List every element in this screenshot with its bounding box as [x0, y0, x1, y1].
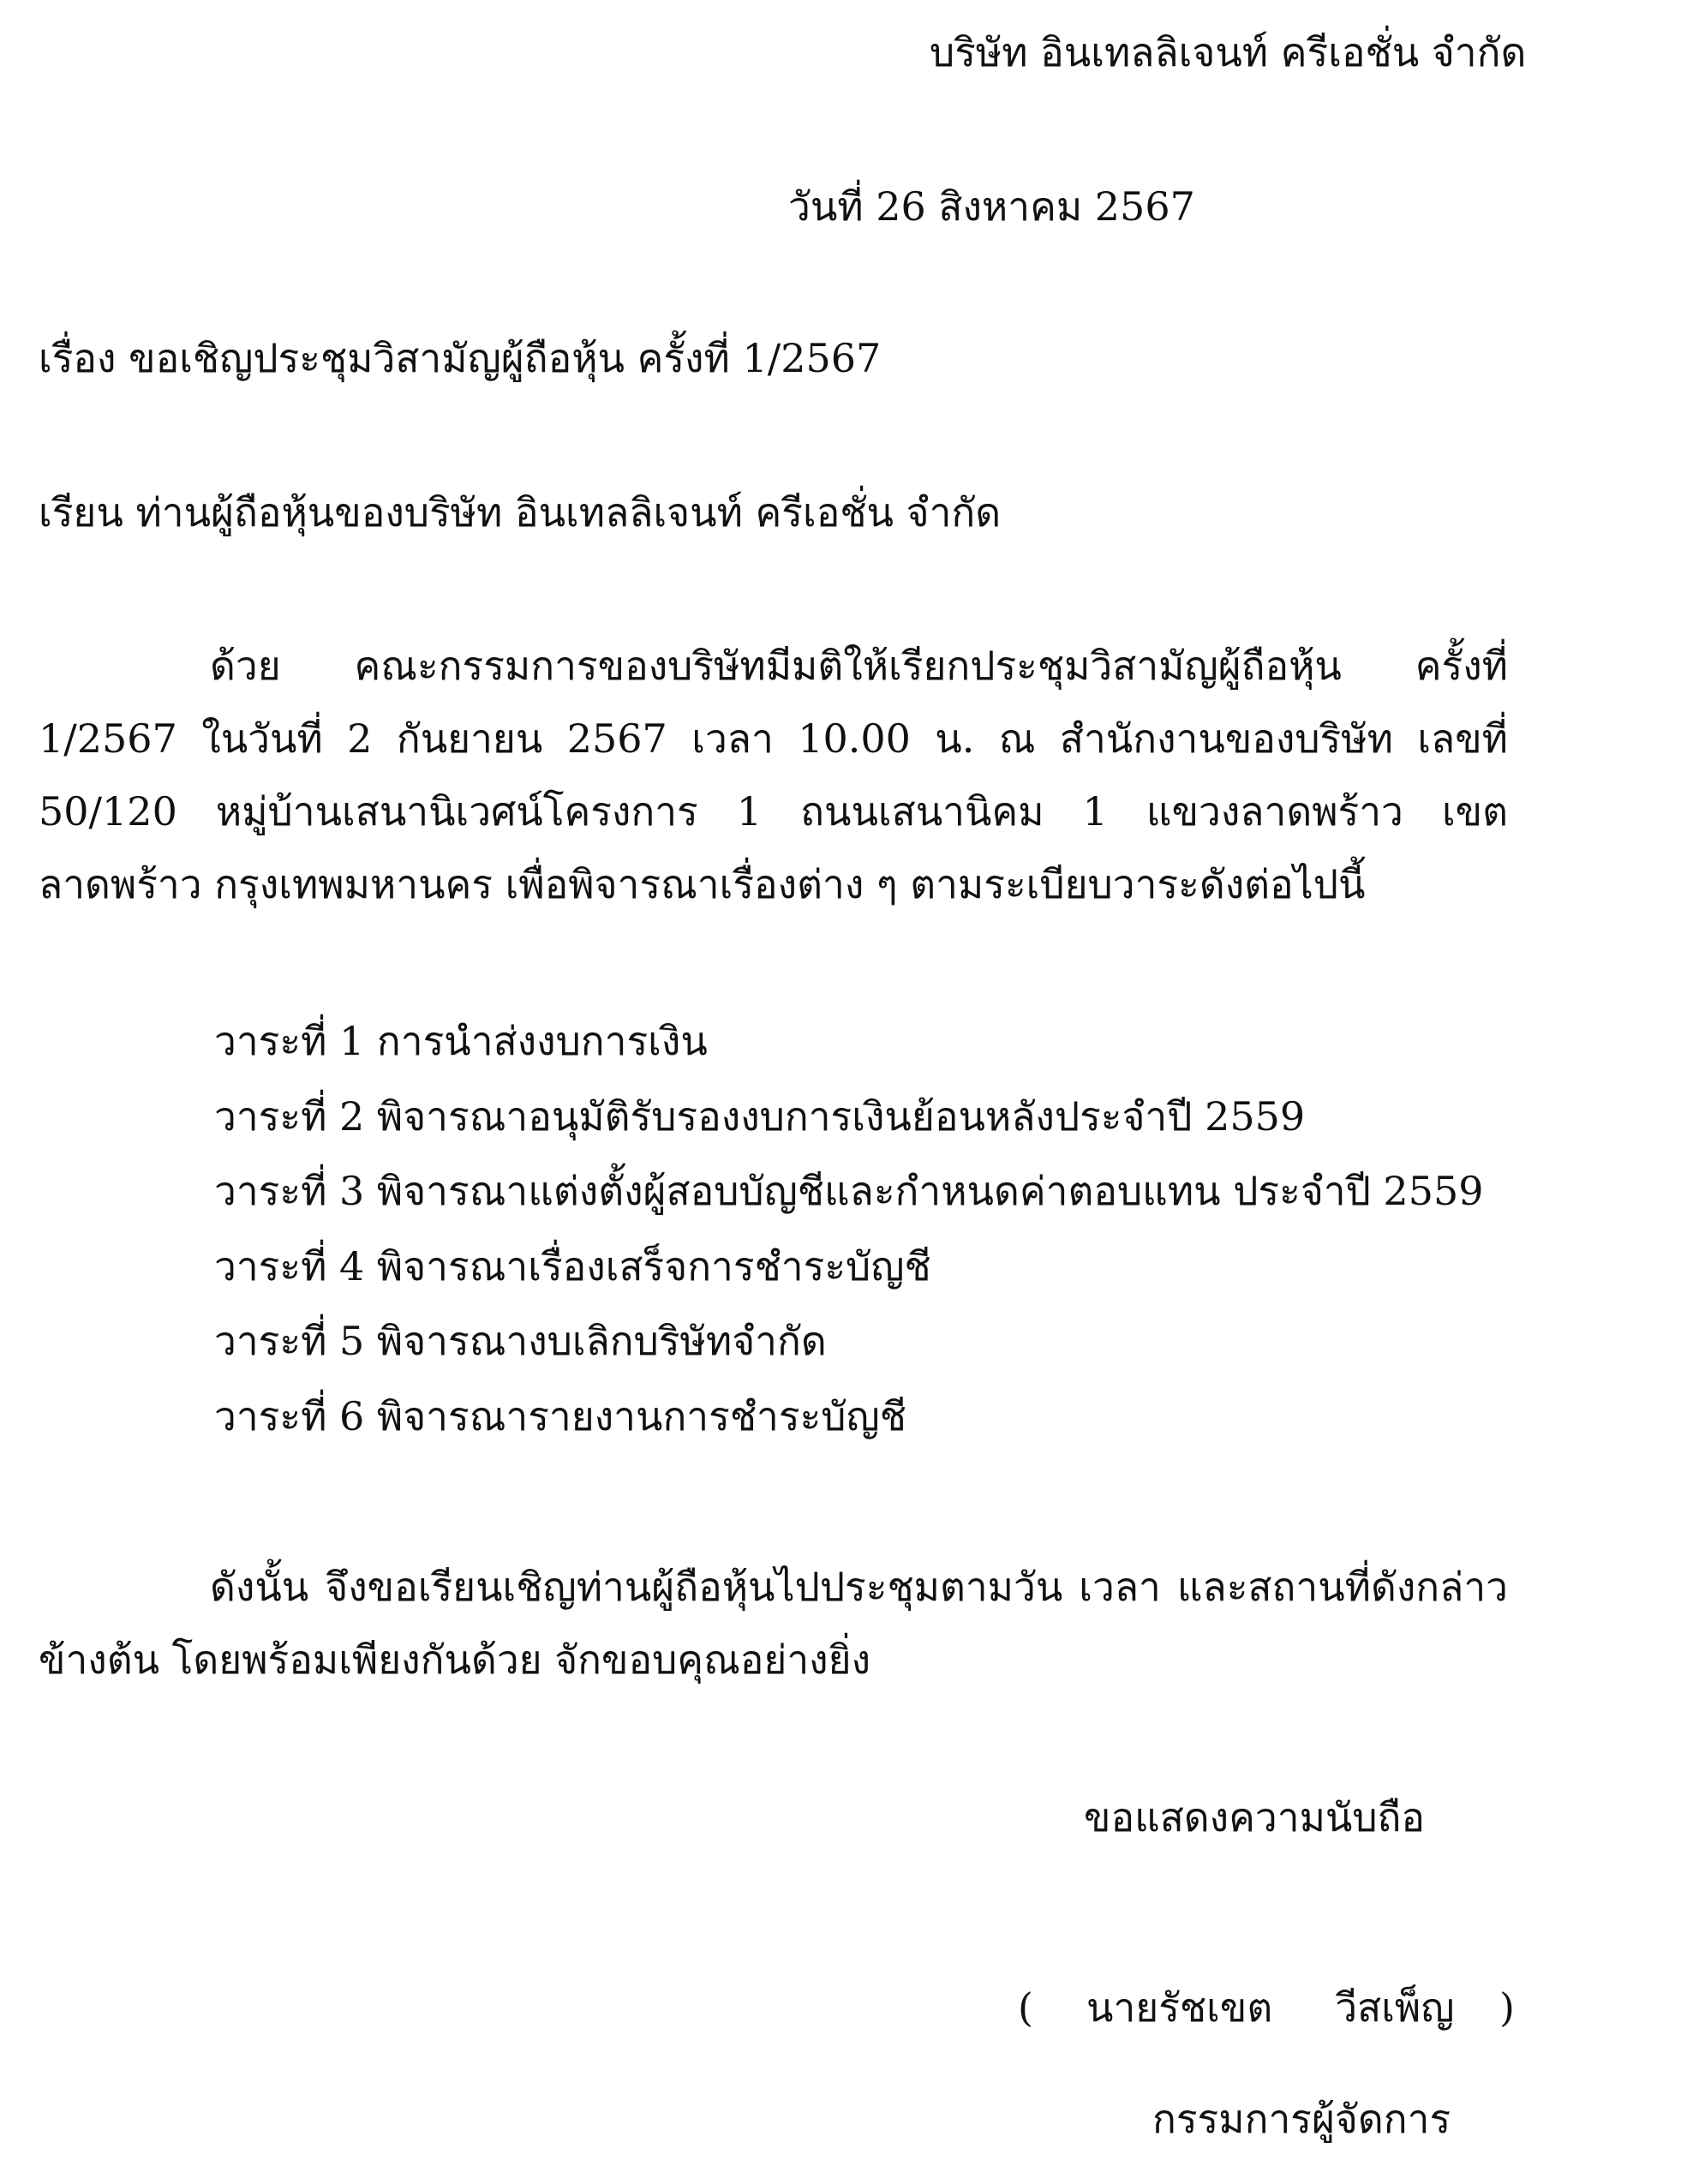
- letter-salutation: เรียน ท่านผู้ถือหุ้นของบริษัท อินเทลลิเจนท์ ครีเอชั่น จำกัด: [39, 489, 1002, 536]
- letter-date: วันที่ 26 สิงหาคม 2567: [788, 183, 1195, 230]
- signer-name: นายรัชเขต วีสเพ็ญ: [1086, 1984, 1455, 2031]
- signature-paren-open: (: [1018, 1984, 1033, 2031]
- agenda-item: วาระที่ 3 พิจารณาแต่งตั้งผู้สอบบัญชีและกำหนดค่าตอบแทน ประจำปี 2559: [214, 1168, 1484, 1214]
- signer-position: กรรมการผู้จัดการ: [1152, 2096, 1451, 2142]
- agenda-item: วาระที่ 2 พิจารณาอนุมัติรับรองงบการเงินย้อนหลังประจำปี 2559: [214, 1092, 1306, 1140]
- letter-subject: เรื่อง ขอเชิญประชุมวิสามัญผู้ถือหุ้น ครั้งที่ 1/2567: [39, 335, 882, 381]
- agenda-item: วาระที่ 1 การนำส่งงบการเงิน: [214, 1018, 708, 1064]
- signature-paren-close: ): [1499, 1984, 1515, 2031]
- body-closing-paragraph: ดังนั้น จึงขอเรียนเชิญท่านผู้ถือหุ้นไปประชุมตามวัน เวลา และสถานที่ดังกล่าวข้างต้น โดยพร้อมเพียงกันด้วย จักขอบคุณอย่างยิ่ง: [39, 1564, 1508, 1683]
- company-name: บริษัท อินเทลลิเจนท์ ครีเอชั่น จำกัด: [930, 29, 1527, 75]
- agenda-item: วาระที่ 6 พิจารณารายงานการชำระบัญชี: [214, 1392, 906, 1439]
- body-intro-paragraph: ด้วย คณะกรรมการของบริษัทมีมติให้เรียกประชุมวิสามัญผู้ถือหุ้น ครั้งที่ 1/2567 ในวันที่ 2 กันยายน 2567 เวลา 10.00 น. ณ สำนักงานของบริษัท เลขที่ 50/120 หมู่บ้านเสนานิเวศน์โครงการ 1 ถนนเสนานิคม 1 แขวงลาดพร้าว เขตลาดพร้าว กรุงเทพมหานคร เพื่อพิจารณาเรื่องต่าง ๆ ตามระเบียบวาระดังต่อไปนี้: [39, 643, 1508, 907]
- complimentary-close: ขอแสดงความนับถือ: [1084, 1794, 1426, 1840]
- agenda-item: วาระที่ 4 พิจารณาเรื่องเสร็จการชำระบัญชี: [214, 1242, 931, 1289]
- agenda-list: [214, 1004, 1484, 1454]
- agenda-item: วาระที่ 5 พิจารณางบเลิกบริษัทจำกัด: [214, 1318, 827, 1364]
- signature-block: [1018, 1984, 1515, 2031]
